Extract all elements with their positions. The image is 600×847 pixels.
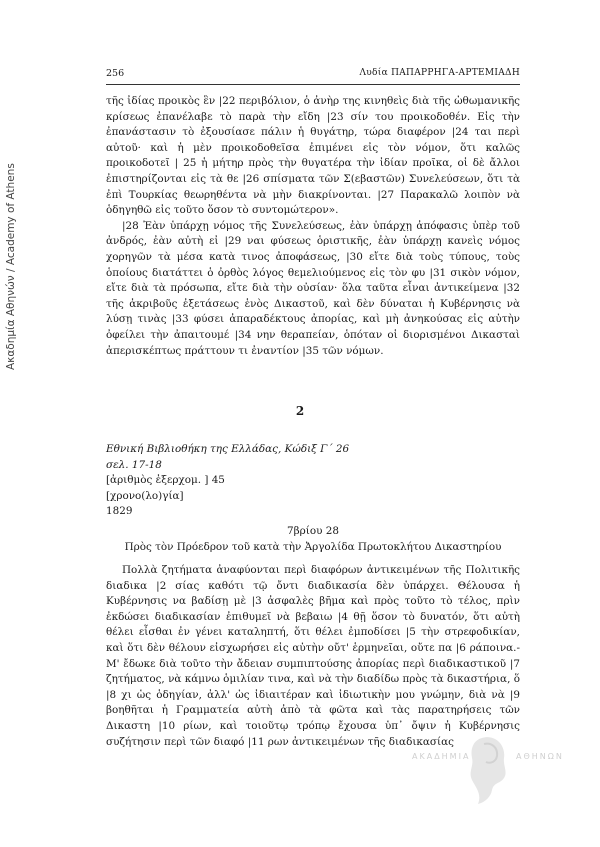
header-rule (106, 84, 520, 85)
letter-recipient: Πρὸς τὸν Πρόεδρον τοῦ κατὰ τὴν Ἀργολίδα Πρωτοκλήτου Δικαστηρίου (124, 541, 502, 553)
source-pages: σελ. 17-18 (106, 458, 162, 471)
page-number: 256 (106, 68, 125, 79)
academy-watermark (412, 740, 562, 810)
source-archive: Εθνική Βιβλιοθήκη της Ελλάδας, Κώδιξ Γ΄ 26 (106, 443, 350, 455)
watermark-word-left: ΑΚΑΔΗΜΙΑ (412, 752, 471, 761)
side-watermark-label: Ακαδημία Αθηνών / Academy of Athens (5, 163, 17, 370)
source-number: [ἀριθμὸς ἐξερχομ. ] 45 (106, 474, 225, 487)
paragraph: τῆς ἰδίας προικὸς ἓν |22 περιβόλιον, ὁ ἀνὴρ της κινηθεὶς διὰ τῆς ὠθωμανικῆς κρίσεως ἐπανέλαβε τὸ παρὰ τὴν εἴδη |23 σίν του προικοδοθέν. Εἰς τὴν ἐπανάστασιν τὸ ἐξουσίασε πάλιν ἡ θυγάτηρ, τώρα διαφέρον |24 ται περὶ αὐτοῦ· καὶ ἡ μὲν προικοδοθεῖσα ἐπιμένει εἰς τὸν νόμον, ὅτι καλῶς προικοδοτεῖ | 25 ἡ μήτηρ πρὸς τὴν θυγατέρα τὴν ἰδίαν προῖκα, οἱ δὲ ἄλλοι ἐπιστηρίζονται εἰς τὰ θε |26 σπίσματα τῶν Σ(εβαστῶν) Συνελεύσεων, ὅτι τὰ ἐπὶ Τουρκίας θεωρηθέντα νὰ μὴν διακρίνονται. |27 Παρακαλῶ λοιπὸν νὰ ὁδηγηθῶ εἰς τοῦτο ὅσον τὸ συντομώτερον». (106, 95, 520, 217)
athena-head-icon (464, 732, 512, 808)
paragraph: |28 Ἐὰν ὑπάρχῃ νόμος τῆς Συνελεύσεως, ἐὰν ὑπάρχῃ ἀπόφασις ὑπὲρ τοῦ ἀνδρός, ἐὰν αὐτὴ εἰ |29 ναι φύσεως ὁριστικῆς, ἐὰν ὑπάρχῃ κανεὶς νόμος χορηγῶν τὰ μέσα κατὰ τινος ἀποφάσεως, |30 εἴτε διὰ τοὺς τύπους, τοὺς ὁποίους διατάττει ὁ ὀρθὸς λόγος θεμελιούμενος εἰς τὸν φυ |31 σικὸν νόμον, εἴτε διὰ τὰ πρόσωπα, εἴτε διὰ τὴν οὐσίαν· ὅλα ταῦτα εἶναι ἀντικείμενα |32 τῆς ἀκριβοῦς ἐξετάσεως ἑνὸς Δικαστοῦ, καὶ δὲν δύναται ἡ Κυβέρνησις νὰ λύσῃ τινὰς |33 φύσει ἀπαραδέκτους ἀπορίας, καὶ μὴ ἀνηκούσας εἰς αὐτὴν ὀφείλει τὴν ἀπαιτουμέ |34 νην θεραπείαν, ὁπόταν οἱ διορισμένοι Δικασταὶ ἀπερισκέπτως πράττουν τι ἐναντίον |35 τῶν νόμων. (106, 219, 520, 357)
document-number: 2 (295, 404, 305, 418)
section-1-text (106, 94, 520, 359)
watermark-word-right: ΑΘΗΝΩΝ (516, 752, 564, 761)
letter-date: 7βρίου 28 (287, 525, 339, 537)
section-2-text (106, 563, 520, 750)
source-chronology: [χρονο(λο)γία] (106, 489, 184, 502)
source-citation (106, 442, 506, 520)
paragraph: Πολλὰ ζητήματα ἀναφύονται περὶ διαφόρων ἀντικειμένων τῆς Πολιτικῆς διαδικα |2 σίας καθότι τῷ ὄντι διαδικασία δὲν ὑπάρχει. Θέλουσα ἡ Κυβέρνησις να βαδίσῃ μὲ |3 ἀσφαλὲς βῆμα καὶ πρὸς τοῦτο τὸ τέλος, πρὶν ἐκδώσει διαδικασίαν ἐπιθυμεῖ νὰ βεβαιω |4 θῇ ὅσον τὸ δυνατόν, ὅτι αὐτὴ θέλει εἶσθαι ἐν γένει καταληπτή, ὅτι θέλει ἐμποδίσει |5 τὴν στρεφοδικίαν, καὶ ὅτι δὲν θέλουν εἰσχωρήσει εἰς αὐτὴν οὔτ' ἑρμηνεῖαι, οὔτε πα |6 ράποινα.-Μ' ἔδωκε διὰ τοῦτο τὴν ἄδειαν συμπιπτούσης ἀπορίας περὶ διαδικαστικοῦ |7 ζητήματος, νὰ κάμνω ὁμιλίαν τινα, καὶ νὰ τὴν διαδίδω πρὸς τὰ δικαστήρια, ὅ |8 χι ὡς ὁδηγίαν, ἀλλ' ὡς ἰδιαιτέραν καὶ ἰδιωτικὴν μου γνώμην, διὰ νὰ |9 βοηθῆται ἡ Γραμματεία αὐτὴ ἀπὸ τὰ φῶτα καὶ τὰς παρατηρήσεις τῶν Δικαστη |10 ρίων, καὶ τοιοῦτῳ τρόπῳ ἔχουσα ὑπ᾽ ὄψιν ἡ Κυβέρνησις συζήτησιν περὶ τῶν διαφό |11 ρων ἀντικειμένων τῆς διαδικασίας (106, 564, 520, 748)
source-year: 1829 (106, 505, 133, 518)
running-head: Λυδία ΠΑΠΑΡΡΗΓΑ-ΑΡΤΕΜΙΑΔΗ (359, 68, 520, 78)
